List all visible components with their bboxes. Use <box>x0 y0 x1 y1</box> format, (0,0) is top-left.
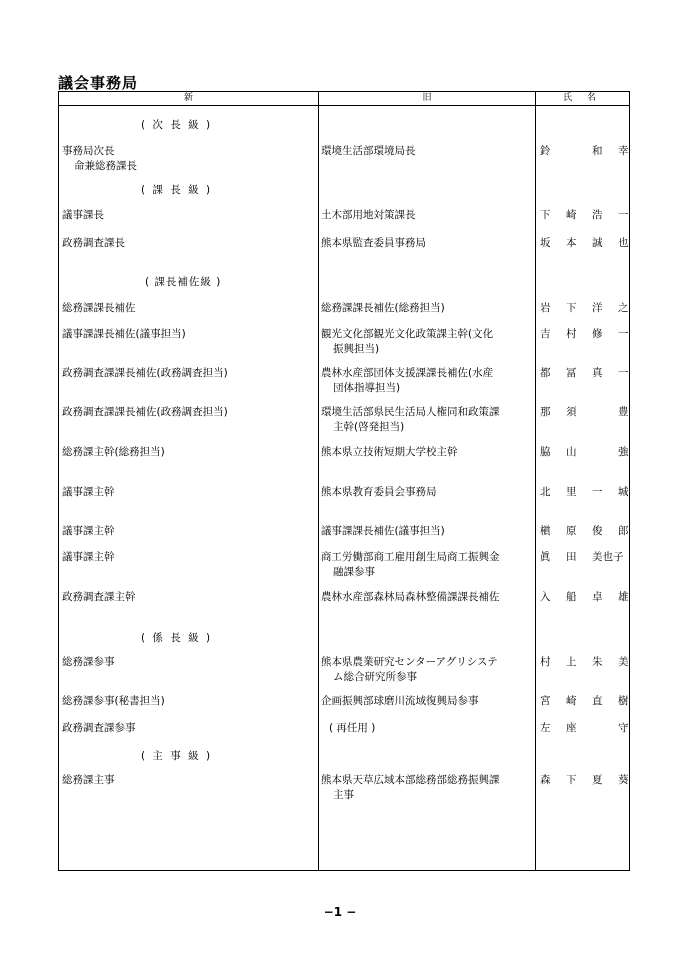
old-position: 熊本県農業研究センターアグリシステ ム総合研究所参事 <box>321 656 498 683</box>
person-name: 坂 本 誠 也 <box>540 237 629 249</box>
new-position: 政務調査課課長補佐(政務調査担当) <box>62 367 228 379</box>
person-name: 吉 村 修 一 <box>540 328 629 340</box>
person-name: 都 冨 真 一 <box>540 367 629 379</box>
old-position: 農林水産部団体支援課課長補佐(水産 団体指導担当) <box>321 367 494 394</box>
person-name: 槇 原 俊 郎 <box>540 525 629 537</box>
old-position: 観光文化部観光文化政策課主幹(文化 振興担当) <box>321 328 494 355</box>
new-position: 総務課参事 <box>62 656 115 668</box>
person-name: 宮 崎 直 樹 <box>540 695 629 707</box>
new-position: 事務局次長 命兼総務課長 <box>62 145 137 172</box>
section-jicho: ( 次 長 級 ) <box>141 119 213 131</box>
person-name: 脇 山 強 <box>540 446 629 458</box>
person-name: 眞 田 美也子 <box>540 551 624 563</box>
old-position: 総務課課長補佐(総務担当) <box>321 302 445 314</box>
new-position: 総務課主事 <box>62 774 115 786</box>
new-position: 議事課主幹 <box>62 551 115 563</box>
old-position: 熊本県監査委員事務局 <box>321 237 426 249</box>
new-position: 総務課主幹(総務担当) <box>62 446 165 458</box>
old-position: 環境生活部環境局長 <box>321 145 416 157</box>
new-position: 議事課主幹 <box>62 486 115 498</box>
old-position: 商工労働部商工雇用創生局商工振興金 融課参事 <box>321 551 500 578</box>
old-position: 土木部用地対策課長 <box>321 209 416 221</box>
section-kacho: ( 課 長 級 ) <box>141 184 213 196</box>
new-position: 政務調査課参事 <box>62 722 136 734</box>
old-position: ( 再任用 ) <box>329 722 376 734</box>
column-divider-old-name <box>535 92 536 870</box>
person-name: 左 座 守 <box>540 722 629 734</box>
page-title: 議会事務局 <box>58 74 139 92</box>
old-position: 環境生活部県民生活局人権同和政策課 主幹(啓発担当) <box>321 406 500 433</box>
person-name: 入 船 卓 雄 <box>540 591 629 603</box>
person-name: 村 上 朱 美 <box>540 656 629 668</box>
new-position: 政務調査課主幹 <box>62 591 136 603</box>
person-name: 北 里 一 城 <box>540 486 629 498</box>
section-kakaricho: ( 係 長 級 ) <box>141 632 213 644</box>
column-divider-new-old <box>318 92 319 870</box>
new-position: 政務調査課長 <box>62 237 125 249</box>
new-position: 議事課課長補佐(議事担当) <box>62 328 186 340</box>
old-position: 議事課課長補佐(議事担当) <box>321 525 445 537</box>
person-name: 岩 下 洋 之 <box>540 302 629 314</box>
person-name: 下 崎 浩 一 <box>540 209 629 221</box>
person-name: 那 須 豊 <box>540 406 629 418</box>
section-shuji: ( 主 事 級 ) <box>141 750 213 762</box>
header-name: 氏 名 <box>563 93 602 103</box>
new-position: 総務課課長補佐 <box>62 302 136 314</box>
person-name: 森 下 夏 葵 <box>540 774 629 786</box>
new-position: 議事課主幹 <box>62 525 115 537</box>
person-name: 鈴 和 幸 <box>540 145 629 157</box>
old-position: 熊本県立技術短期大学校主幹 <box>321 446 458 458</box>
new-position: 議事課長 <box>62 209 104 221</box>
old-position: 企画振興部球磨川流域復興局参事 <box>321 695 479 707</box>
old-position: 熊本県教育委員会事務局 <box>321 486 437 498</box>
header-old: 旧 <box>422 93 432 103</box>
header-new: 新 <box>183 93 193 103</box>
section-kachohosa: ( 課長補佐級 ) <box>145 276 222 288</box>
old-position: 農林水産部森林局森林整備課課長補佐 <box>321 591 500 603</box>
page-number: −1 − <box>323 905 357 919</box>
old-position: 熊本県天草広域本部総務部総務振興課 主事 <box>321 774 500 801</box>
new-position: 総務課参事(秘書担当) <box>62 695 165 707</box>
header-divider <box>59 105 629 106</box>
personnel-table <box>58 91 630 871</box>
new-position: 政務調査課課長補佐(政務調査担当) <box>62 406 228 418</box>
